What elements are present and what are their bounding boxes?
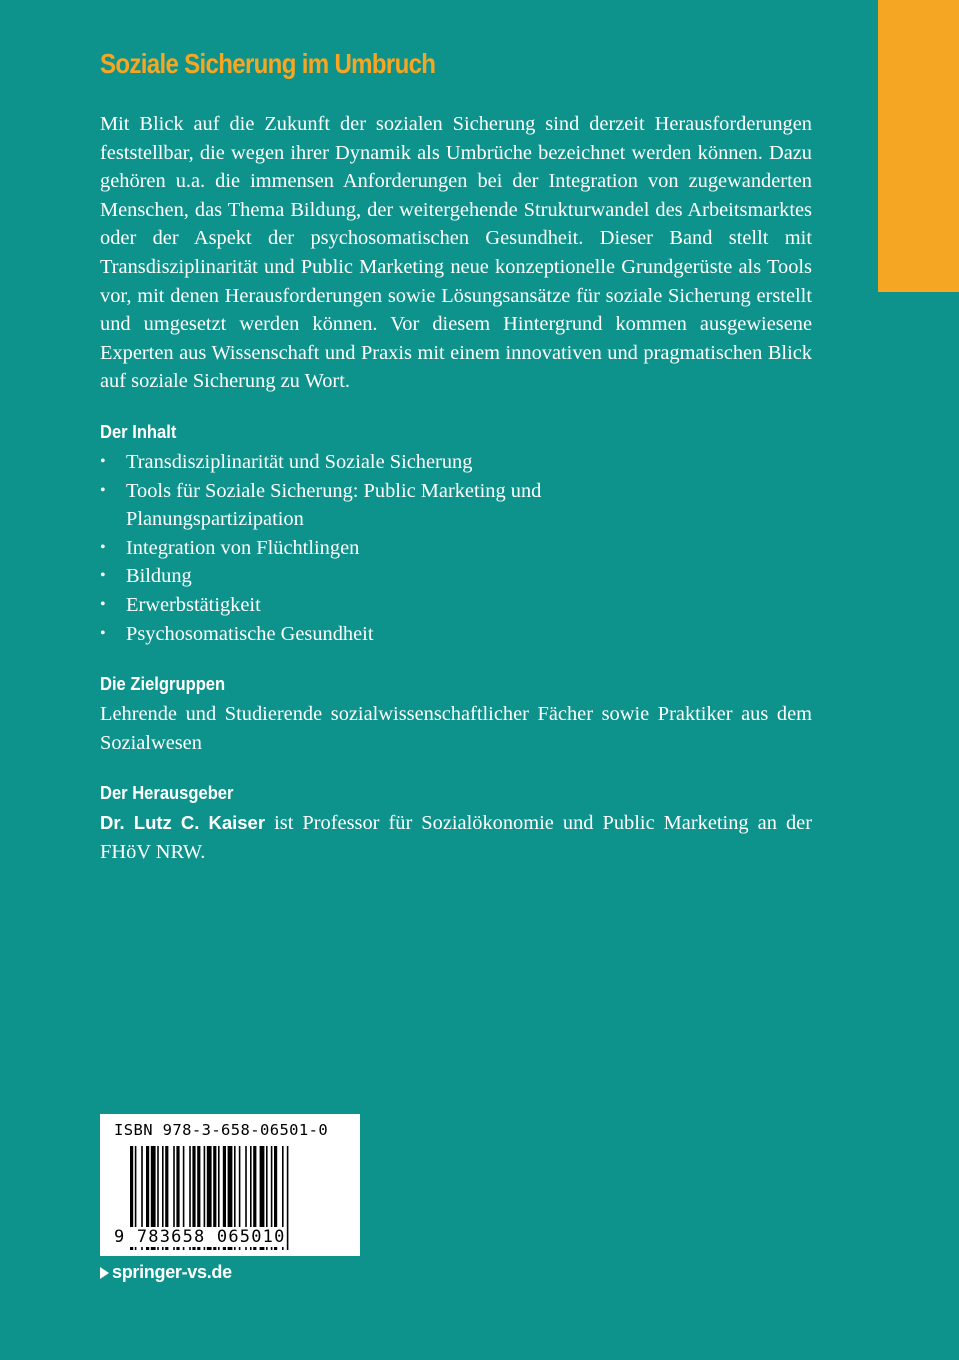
contents-heading: Der Inhalt (100, 421, 177, 442)
barcode-digits: 9 783658 065010 (114, 1227, 286, 1247)
book-title: Soziale Sicherung im Umbruch (100, 48, 436, 79)
list-item: • Erwerbstätigkeit (100, 591, 812, 620)
publisher-link[interactable] (100, 1262, 232, 1283)
audience-heading: Die Zielgruppen (100, 674, 226, 695)
editor-paragraph (100, 809, 812, 866)
intro-paragraph: Mit Blick auf die Zukunft der sozialen Sicherung sind derzeit Herausforderungen feststellbar, die wegen ihrer Dynamik als Umbrüche bezeichnet werden können. Dazu gehören u.a. die immensen Anforderungen bei der Integration von zugewanderten Menschen, das Thema Bildung, der weitergehende Strukturwandel des Arbeitsmarktes oder der Aspekt der psychosomatischen Gesundheit. Dieser Band stellt mit Transdisziplinarität und Public Marketing neue konzeptionelle Grundgerüste als Tools vor, mit denen Herausforderungen sowie Lösungsansätze für soziale Sicherung erstellt und umgesetzt werden können. Vor diesem Hintergrund kommen ausgewiesene Experten aus Wissenschaft und Praxis mit einem innovativen und pragmatischen Blick auf soziale Sicherung zu Wort. (100, 113, 812, 393)
editor-heading: Der Herausgeber (100, 783, 234, 804)
editor-name: Dr. Lutz C. Kaiser (100, 812, 266, 834)
back-cover-content (100, 44, 812, 866)
list-item: • Integration von Flüchtlingen (100, 534, 812, 563)
editor-text: ist Professor für Sozialökonomie und Public Marketing an der FHöV NRW. (100, 812, 812, 863)
list-item: • Tools für Soziale Sicherung: Public Marketing und Planungspartizipation (100, 477, 812, 534)
contents-list (100, 448, 812, 648)
list-item: • Bildung (100, 562, 812, 591)
list-item: • Psychosomatische Gesundheit (100, 620, 812, 649)
isbn-barcode (100, 1114, 360, 1256)
bullet-icon: • (100, 595, 106, 613)
publisher-url: springer-vs.de (112, 1262, 232, 1282)
bullet-icon: • (100, 567, 106, 585)
arrow-right-icon (100, 1267, 109, 1279)
bullet-icon: • (100, 538, 106, 556)
isbn-label: ISBN 978-3-658-06501-0 (114, 1121, 329, 1139)
audience-text: Lehrende und Studierende sozialwissenschaftlicher Fächer sowie Praktiker aus dem Sozialwesen (100, 703, 812, 754)
bullet-icon: • (100, 624, 106, 642)
bullet-icon: • (100, 452, 106, 470)
bullet-icon: • (100, 481, 106, 499)
list-item: • Transdisziplinarität und Soziale Sicherung (100, 448, 812, 477)
accent-bar (878, 0, 959, 292)
